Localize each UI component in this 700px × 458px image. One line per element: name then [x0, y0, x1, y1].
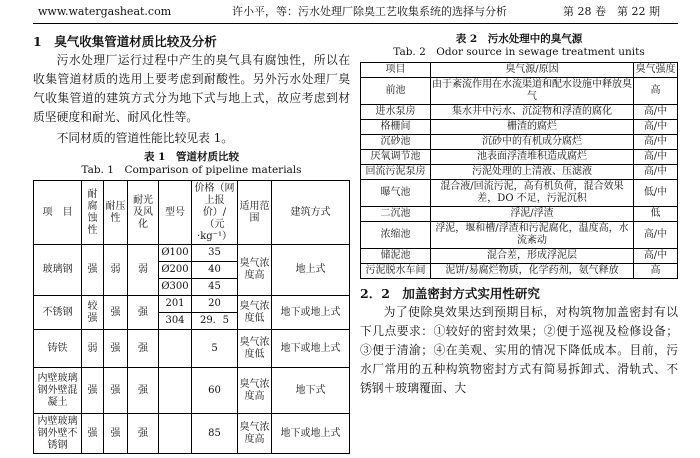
- section-title: 1 臭气收集管道材质比较及分析: [33, 34, 217, 49]
- col-header: 臭气源/原因: [431, 63, 634, 78]
- col-header: 臭气强度: [634, 63, 678, 78]
- table-row: 内壁玻璃钢外壁混凝土 强 强 强 60 臭气浓度高 地下式: [34, 368, 350, 414]
- table-row: 曝气池 混合液/回流污泥，高有机负荷，混合效果差，DO 不足，污泥沉积 低/中: [361, 180, 678, 207]
- left-column: [33, 33, 350, 454]
- col-header: 项目: [361, 63, 431, 78]
- table-caption-cn: 表 2 污水处理中的臭气源: [455, 33, 583, 45]
- table-row: Ø300 45: [34, 279, 350, 296]
- table-row: 回流污泥泵房 污泥处理的上清液、压滤液 高/中: [361, 165, 678, 180]
- table-row: 储泥池 混合差，形成浮泥层 高/中: [361, 249, 678, 264]
- col-header: 项 目: [34, 181, 82, 245]
- page-header: [0, 0, 700, 22]
- table-row: 前池 由于紊流作用在水流渠道和配水设施中释放臭气 高: [361, 78, 678, 105]
- table-row: 进水泵房 集水井中污水、沉淀物和浮渣的腐化 高/中: [361, 105, 678, 120]
- table-row: 二沉池 浮泥/浮渣 低: [361, 207, 678, 222]
- table-row: 浓缩池 浮泥，堰和槽/浮渣和污泥腐化，温度高，水流紊动 高/中: [361, 222, 678, 249]
- table-caption-en: Tab. 1 Comparison of pipeline materials: [81, 164, 302, 176]
- table-row: 内壁玻璃钢外壁不锈钢 强 强 强 85 臭气浓度高 地下或地上式: [34, 414, 350, 454]
- table-caption-en: Tab. 2 Odor source in sewage treatment units: [393, 46, 645, 58]
- table-row: 铸铁 弱 强 强 5 臭气浓度低 地下或地上式: [34, 330, 350, 368]
- col-header: 耐光及风化: [128, 181, 159, 245]
- table-row: Ø200 40: [34, 262, 350, 279]
- col-header: 价格（网上报价）/（元·kg⁻¹）: [192, 181, 238, 245]
- volume-label: 第 28 卷: [563, 5, 606, 18]
- section-title: 2．2 加盖密封方式实用性研究: [360, 286, 540, 301]
- col-header: 耐压性: [104, 181, 128, 245]
- col-header: 适用范围: [238, 181, 272, 245]
- table-row: 厌氧调节池 池表面浮渣堆积造成腐烂 高/中: [361, 150, 678, 165]
- table-row: 玻璃钢 强 弱 弱 Ø100 35 臭气浓度高 地上式: [34, 245, 350, 262]
- running-title: 许小平，等：污水处理厂除臭工艺收集系统的选择与分析: [232, 5, 507, 18]
- material-comparison-table: [33, 180, 350, 454]
- header-rule: [33, 23, 678, 24]
- issue-label: 第 22 期: [617, 5, 660, 18]
- paragraph: 为了使除臭效果达到预期目标，对构筑物加盖密封有以下几点要求：①较好的密封效果；②便于巡视及检修设备；③便于清渝；④在美观、实用的情况下降低成本。目前，污水厂常用的五种构筑物密封方式有简易拆卸式、滑轨式、不锈钢＋玻璃覆面、大: [360, 305, 678, 395]
- table-row: 304 29．5: [34, 313, 350, 330]
- right-column: [360, 33, 678, 398]
- paragraph: 不同材质的管道性能比较见表 1。: [56, 131, 234, 145]
- website-url: www.watergasheat.com: [38, 5, 172, 18]
- table-row: 不锈钢 较强 强 强 201 20 臭气浓度低 地下或地上式: [34, 296, 350, 313]
- col-header: 型号: [159, 181, 192, 245]
- paragraph: 污水处理厂运行过程中产生的臭气具有腐蚀性，所以在收集管道材质的选用上要考虑到耐酸性。另外污水处理厂臭气收集管道的建筑方式分为地下式与地上式，故应考虑到材质坚硬度和耐光、耐风化性等。: [33, 53, 350, 124]
- col-header: 建筑方式: [272, 181, 350, 245]
- table-row: 污泥脱水车间 泥饼/易腐烂物质，化学药剂，氨气释放 高: [361, 264, 678, 279]
- table-row: 格栅间 栅渣的腐烂 高/中: [361, 120, 678, 135]
- col-header: 耐腐蚀性: [82, 181, 104, 245]
- table-row: 沉砂池 沉砂中的有机成分腐烂 高/中: [361, 135, 678, 150]
- table-caption-cn: 表 1 管道材质比较: [144, 151, 239, 163]
- odor-source-table: [360, 62, 678, 279]
